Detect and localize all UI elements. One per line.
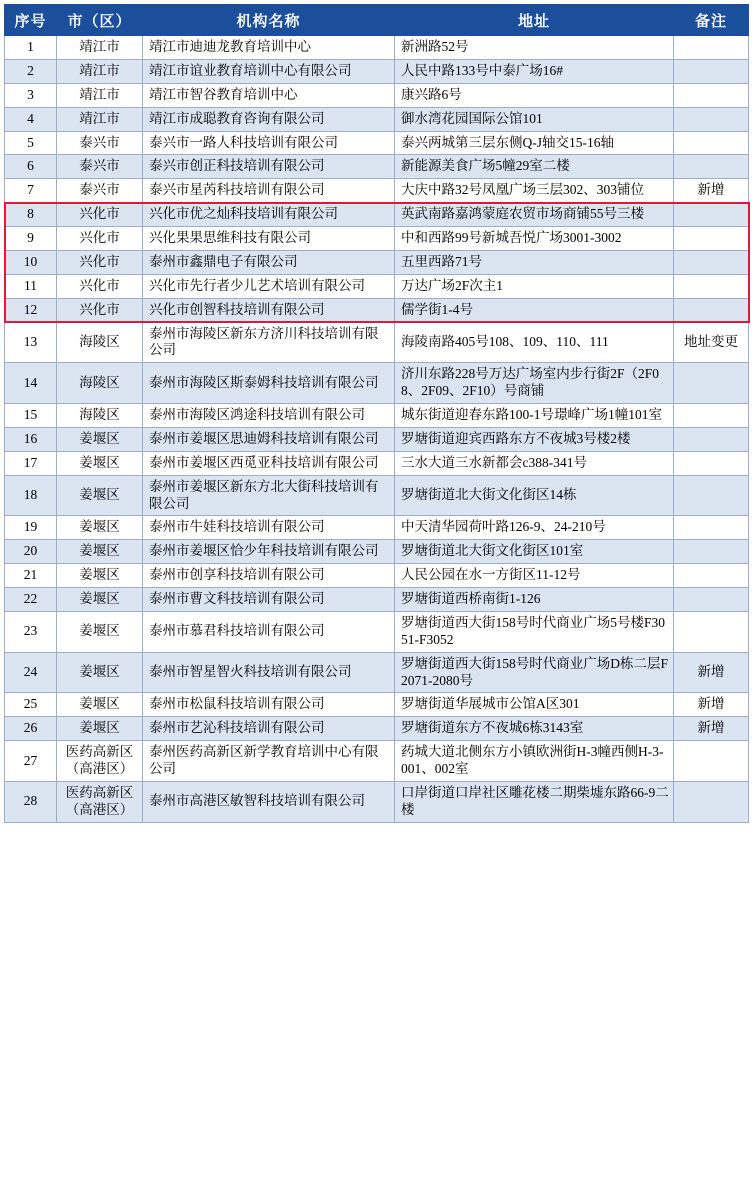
table-row	[5, 59, 749, 83]
cell-note	[674, 540, 749, 564]
cell-city: 泰兴市	[57, 179, 143, 203]
table-row	[5, 611, 749, 652]
cell-org: 靖江市成聪教育咨询有限公司	[143, 107, 395, 131]
cell-no: 5	[5, 131, 57, 155]
cell-org: 泰州市姜堰区西觅亚科技培训有限公司	[143, 451, 395, 475]
cell-city: 姜堰区	[57, 717, 143, 741]
cell-addr: 口岸街道口岸社区雕花楼二期柴墟东路66-9二楼	[395, 781, 674, 822]
cell-no: 28	[5, 781, 57, 822]
institution-table	[4, 4, 749, 823]
cell-no: 21	[5, 564, 57, 588]
cell-org: 泰州市姜堰区恰少年科技培训有限公司	[143, 540, 395, 564]
table-row	[5, 274, 749, 298]
cell-addr: 五里西路71号	[395, 250, 674, 274]
cell-org: 泰兴市星芮科技培训有限公司	[143, 179, 395, 203]
cell-no: 18	[5, 475, 57, 516]
table-row	[5, 451, 749, 475]
cell-org: 泰州市牛娃科技培训有限公司	[143, 516, 395, 540]
table-body	[5, 36, 749, 823]
cell-note	[674, 611, 749, 652]
cell-addr: 人民公园在水一方街区11-12号	[395, 564, 674, 588]
cell-city: 靖江市	[57, 59, 143, 83]
table-row	[5, 298, 749, 322]
cell-note	[674, 274, 749, 298]
cell-addr: 济川东路228号万达广场室内步行街2F（2F08、2F09、2F10）号商铺	[395, 363, 674, 404]
cell-org: 兴化市创智科技培训有限公司	[143, 298, 395, 322]
table-row	[5, 516, 749, 540]
table-row	[5, 322, 749, 363]
cell-addr: 城东街道迎春东路100-1号璟峰广场1幢101室	[395, 404, 674, 428]
cell-city: 姜堰区	[57, 588, 143, 612]
cell-addr: 罗塘街道北大街文化街区101室	[395, 540, 674, 564]
cell-org: 泰州市海陵区鸿途科技培训有限公司	[143, 404, 395, 428]
cell-org: 泰州市智星智火科技培训有限公司	[143, 652, 395, 693]
cell-org: 泰州医药高新区新学教育培训中心有限公司	[143, 741, 395, 782]
cell-note	[674, 404, 749, 428]
cell-org: 泰州市高港区敏智科技培训有限公司	[143, 781, 395, 822]
table-header	[5, 5, 749, 36]
cell-addr: 御水湾花园国际公馆101	[395, 107, 674, 131]
cell-no: 26	[5, 717, 57, 741]
cell-note	[674, 107, 749, 131]
column-header-note: 备注	[674, 5, 749, 36]
cell-org: 泰州市慕君科技培训有限公司	[143, 611, 395, 652]
document-sheet	[0, 4, 752, 823]
cell-city: 姜堰区	[57, 652, 143, 693]
cell-city: 靖江市	[57, 83, 143, 107]
cell-no: 27	[5, 741, 57, 782]
cell-note	[674, 427, 749, 451]
cell-no: 1	[5, 36, 57, 60]
cell-addr: 罗塘街道西大街158号时代商业广场5号楼F3051-F3052	[395, 611, 674, 652]
table-row	[5, 588, 749, 612]
cell-note	[674, 83, 749, 107]
cell-org: 兴化果果思维科技有限公司	[143, 227, 395, 251]
table-row	[5, 155, 749, 179]
cell-no: 2	[5, 59, 57, 83]
cell-no: 12	[5, 298, 57, 322]
cell-addr: 万达广场2F次主1	[395, 274, 674, 298]
cell-city: 医药高新区（高港区）	[57, 741, 143, 782]
cell-addr: 罗塘街道东方不夜城6栋3143室	[395, 717, 674, 741]
cell-no: 24	[5, 652, 57, 693]
cell-note	[674, 36, 749, 60]
cell-addr: 中天清华园荷叶路126-9、24-210号	[395, 516, 674, 540]
table-row	[5, 363, 749, 404]
cell-city: 靖江市	[57, 107, 143, 131]
cell-addr: 新洲路52号	[395, 36, 674, 60]
table-row	[5, 652, 749, 693]
cell-addr: 罗塘街道迎宾西路东方不夜城3号楼2楼	[395, 427, 674, 451]
cell-no: 19	[5, 516, 57, 540]
cell-addr: 儒学街1-4号	[395, 298, 674, 322]
cell-no: 6	[5, 155, 57, 179]
cell-no: 25	[5, 693, 57, 717]
cell-no: 9	[5, 227, 57, 251]
cell-addr: 新能源美食广场5幢29室二楼	[395, 155, 674, 179]
cell-note	[674, 250, 749, 274]
cell-note	[674, 588, 749, 612]
cell-city: 兴化市	[57, 250, 143, 274]
cell-note	[674, 451, 749, 475]
column-header-no: 序号	[5, 5, 57, 36]
cell-note	[674, 59, 749, 83]
cell-no: 14	[5, 363, 57, 404]
cell-note	[674, 516, 749, 540]
table-row	[5, 475, 749, 516]
table-row	[5, 404, 749, 428]
cell-city: 海陵区	[57, 322, 143, 363]
cell-org: 泰州市姜堰区思迪姆科技培训有限公司	[143, 427, 395, 451]
cell-org: 泰州市鑫鼎电子有限公司	[143, 250, 395, 274]
table-row	[5, 203, 749, 227]
cell-no: 16	[5, 427, 57, 451]
cell-note	[674, 227, 749, 251]
cell-addr: 康兴路6号	[395, 83, 674, 107]
cell-city: 海陵区	[57, 404, 143, 428]
cell-city: 医药高新区（高港区）	[57, 781, 143, 822]
cell-no: 17	[5, 451, 57, 475]
cell-city: 兴化市	[57, 274, 143, 298]
cell-no: 22	[5, 588, 57, 612]
cell-no: 23	[5, 611, 57, 652]
cell-org: 泰州市曹文科技培训有限公司	[143, 588, 395, 612]
cell-addr: 人民中路133号中泰广场16#	[395, 59, 674, 83]
cell-addr: 罗塘街道西桥南街1-126	[395, 588, 674, 612]
cell-city: 海陵区	[57, 363, 143, 404]
cell-city: 姜堰区	[57, 475, 143, 516]
cell-addr: 药城大道北侧东方小镇欧洲街H-3幢西侧H-3-001、002室	[395, 741, 674, 782]
table-row	[5, 83, 749, 107]
table-row	[5, 693, 749, 717]
cell-addr: 海陵南路405号108、109、110、111	[395, 322, 674, 363]
cell-city: 姜堰区	[57, 427, 143, 451]
cell-addr: 罗塘街道西大街158号时代商业广场D栋二层F2071-2080号	[395, 652, 674, 693]
cell-city: 兴化市	[57, 227, 143, 251]
cell-no: 20	[5, 540, 57, 564]
column-header-org: 机构名称	[143, 5, 395, 36]
table-row	[5, 179, 749, 203]
cell-org: 泰州市海陵区新东方济川科技培训有限公司	[143, 322, 395, 363]
cell-city: 泰兴市	[57, 155, 143, 179]
cell-city: 兴化市	[57, 203, 143, 227]
table-row	[5, 741, 749, 782]
cell-note	[674, 155, 749, 179]
cell-city: 姜堰区	[57, 611, 143, 652]
cell-org: 兴化市先行者少儿艺术培训有限公司	[143, 274, 395, 298]
cell-note: 新增	[674, 717, 749, 741]
cell-org: 泰州市创享科技培训有限公司	[143, 564, 395, 588]
cell-org: 泰州市松鼠科技培训有限公司	[143, 693, 395, 717]
cell-city: 姜堰区	[57, 451, 143, 475]
cell-org: 泰州市姜堰区新东方北大街科技培训有限公司	[143, 475, 395, 516]
cell-city: 姜堰区	[57, 564, 143, 588]
cell-no: 13	[5, 322, 57, 363]
cell-city: 姜堰区	[57, 693, 143, 717]
cell-note	[674, 781, 749, 822]
cell-note: 新增	[674, 693, 749, 717]
cell-city: 泰兴市	[57, 131, 143, 155]
cell-addr: 罗塘街道华展城市公馆A区301	[395, 693, 674, 717]
cell-note	[674, 131, 749, 155]
cell-addr: 罗塘街道北大街文化街区14栋	[395, 475, 674, 516]
cell-city: 姜堰区	[57, 540, 143, 564]
table-row	[5, 717, 749, 741]
table-row	[5, 564, 749, 588]
cell-addr: 英武南路嘉鸿蒙庭农贸市场商铺55号三楼	[395, 203, 674, 227]
cell-no: 7	[5, 179, 57, 203]
cell-no: 3	[5, 83, 57, 107]
cell-note: 新增	[674, 652, 749, 693]
table-row	[5, 781, 749, 822]
cell-no: 11	[5, 274, 57, 298]
cell-city: 兴化市	[57, 298, 143, 322]
table-row	[5, 131, 749, 155]
cell-note: 新增	[674, 179, 749, 203]
cell-note	[674, 203, 749, 227]
table-row	[5, 540, 749, 564]
column-header-city: 市（区）	[57, 5, 143, 36]
cell-city: 靖江市	[57, 36, 143, 60]
table-row	[5, 107, 749, 131]
cell-org: 泰州市海陵区斯泰姆科技培训有限公司	[143, 363, 395, 404]
cell-org: 靖江市谊业教育培训中心有限公司	[143, 59, 395, 83]
table-row	[5, 227, 749, 251]
cell-no: 8	[5, 203, 57, 227]
cell-addr: 三水大道三水新都会c388-341号	[395, 451, 674, 475]
cell-org: 泰州市艺沁科技培训有限公司	[143, 717, 395, 741]
cell-addr: 泰兴两城第三层东侧Q-J轴交15-16轴	[395, 131, 674, 155]
cell-addr: 大庆中路32号凤凰广场三层302、303铺位	[395, 179, 674, 203]
cell-no: 4	[5, 107, 57, 131]
cell-addr: 中和西路99号新城吾悦广场3001-3002	[395, 227, 674, 251]
cell-org: 靖江市迪迪龙教育培训中心	[143, 36, 395, 60]
cell-note	[674, 475, 749, 516]
cell-org: 靖江市智谷教育培训中心	[143, 83, 395, 107]
cell-note	[674, 363, 749, 404]
cell-note	[674, 298, 749, 322]
cell-note: 地址变更	[674, 322, 749, 363]
cell-note	[674, 564, 749, 588]
table-header-row	[5, 5, 749, 36]
cell-org: 泰兴市创正科技培训有限公司	[143, 155, 395, 179]
cell-no: 15	[5, 404, 57, 428]
cell-org: 兴化市优之灿科技培训有限公司	[143, 203, 395, 227]
cell-no: 10	[5, 250, 57, 274]
cell-org: 泰兴市一路人科技培训有限公司	[143, 131, 395, 155]
cell-note	[674, 741, 749, 782]
table-row	[5, 250, 749, 274]
table-row	[5, 36, 749, 60]
cell-city: 姜堰区	[57, 516, 143, 540]
column-header-addr: 地址	[395, 5, 674, 36]
table-row	[5, 427, 749, 451]
